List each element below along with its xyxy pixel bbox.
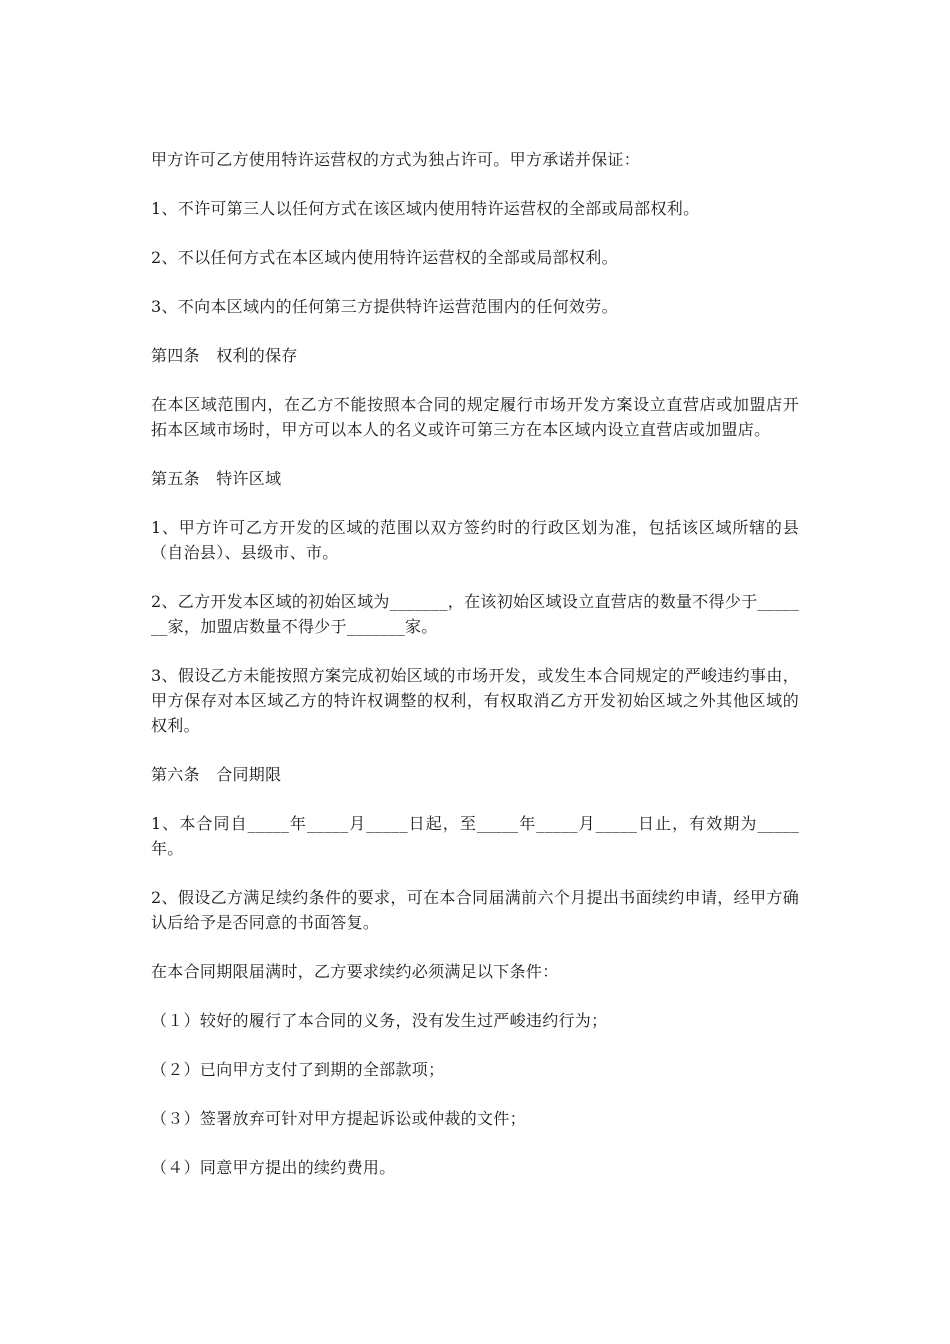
section-heading-article-5: 第五条 特许区域 bbox=[151, 469, 282, 488]
condition-item: （４）同意甲方提出的续约费用。 bbox=[151, 1158, 396, 1177]
section-heading-article-6: 第六条 合同期限 bbox=[151, 765, 282, 784]
document-page bbox=[151, 147, 799, 1204]
condition-item: （１）较好的履行了本合同的义务，没有发生过严峻违约行为； bbox=[151, 1011, 608, 1030]
intro-paragraph: 甲方许可乙方使用特许运营权的方式为独占许可。甲方承诺并保证： bbox=[151, 150, 641, 169]
body-paragraph: 在本区域范围内，在乙方不能按照本合同的规定履行市场开发方案设立直营店或加盟店开拓本区域市场时，甲方可以本人的名义或许可第三方在本区域内设立直营店或加盟店。 bbox=[151, 395, 799, 439]
list-item: 1、不许可第三人以任何方式在该区域内使用特许运营权的全部或局部权利。 bbox=[151, 199, 700, 218]
list-item: 2、不以任何方式在本区域内使用特许运营权的全部或局部权利。 bbox=[151, 248, 618, 267]
list-item: 1、甲方许可乙方开发的区域的范围以双方签约时的行政区划为准，包括该区域所辖的县（自治县）、县级市、市。 bbox=[151, 518, 799, 562]
body-paragraph: 在本合同期限届满时，乙方要求续约必须满足以下条件： bbox=[151, 962, 559, 981]
list-item: 3、不向本区域内的任何第三方提供特许运营范围内的任何效劳。 bbox=[151, 297, 618, 316]
section-heading-article-4: 第四条 权利的保存 bbox=[151, 346, 298, 365]
list-item: 2、乙方开发本区域的初始区域为_______，在该初始区域设立直营店的数量不得少于_______家，加盟店数量不得少于_______家。 bbox=[151, 592, 799, 636]
condition-item: （２）已向甲方支付了到期的全部款项； bbox=[151, 1060, 445, 1079]
list-item: 3、假设乙方未能按照方案完成初始区域的市场开发，或发生本合同规定的严峻违约事由，甲方保存对本区域乙方的特许权调整的权利，有权取消乙方开发初始区域之外其他区域的权利。 bbox=[151, 666, 799, 735]
list-item: 2、假设乙方满足续约条件的要求，可在本合同届满前六个月提出书面续约申请，经甲方确认后给予是否同意的书面答复。 bbox=[151, 888, 799, 932]
list-item: 1、本合同自_____年_____月_____日起，至_____年_____月_____日止，有效期为_____年。 bbox=[151, 814, 799, 858]
condition-item: （３）签署放弃可针对甲方提起诉讼或仲裁的文件； bbox=[151, 1109, 526, 1128]
